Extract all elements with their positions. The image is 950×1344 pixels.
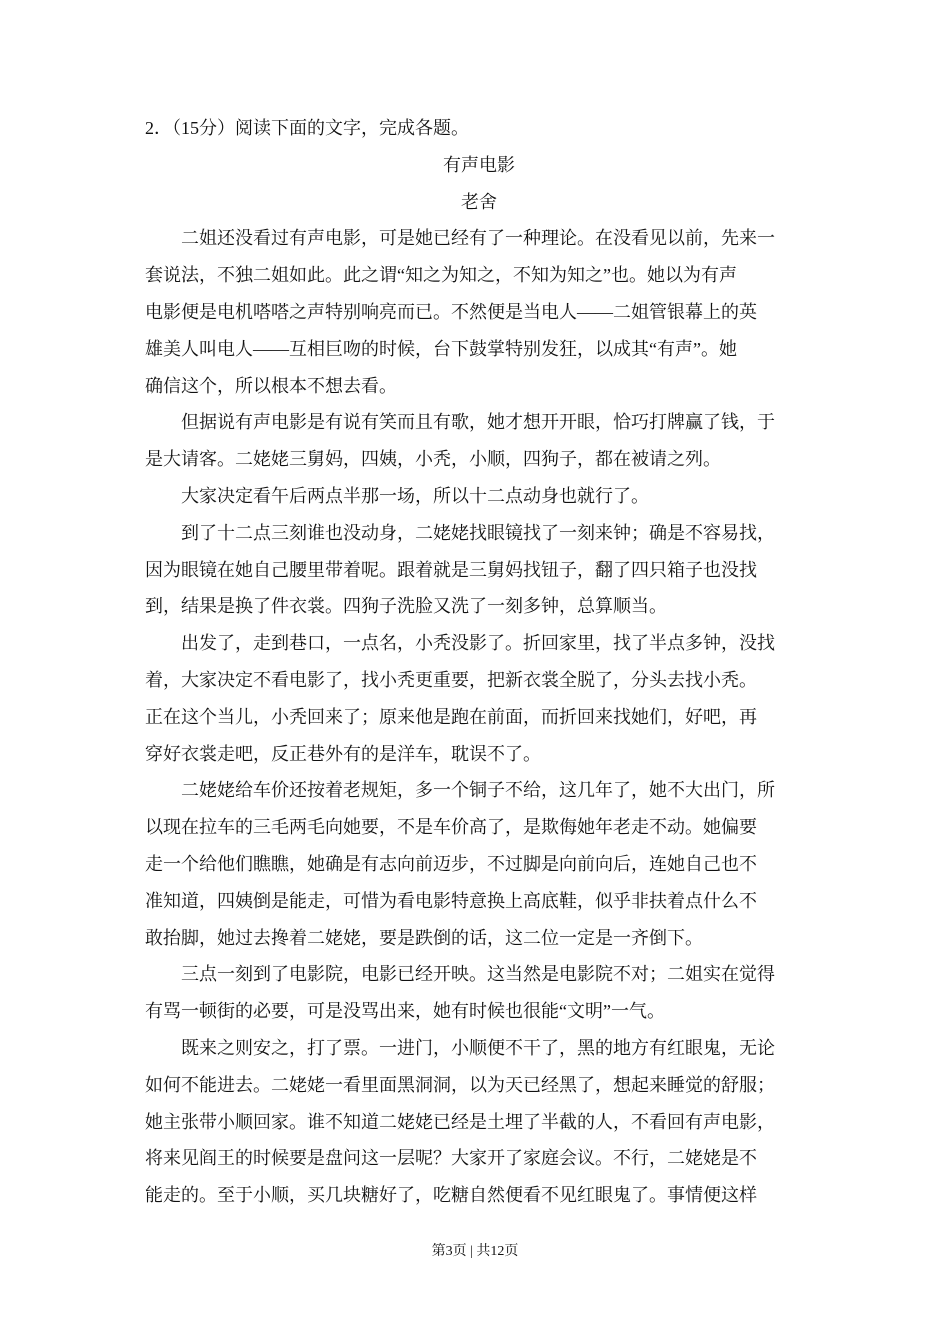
page-footer: 第3页 | 共12页: [431, 1244, 519, 1259]
text-line: 将来见阎王的时候要是盘问这一层呢？大家开了家庭会议。不行，二姥姥是不: [145, 1148, 757, 1169]
article-author: 老舍: [461, 191, 497, 212]
paragraph: [145, 478, 813, 515]
text-line: 能走的。至于小顺，买几块糖好了，吃糖自然便看不见红眼鬼了。事情便这样: [145, 1185, 757, 1206]
text-line: 到了十二点三刻谁也没动身，二姥姥找眼镜找了一刻来钟；确是不容易找，: [181, 522, 775, 543]
text-line: 着，大家决定不看电影了，找小秃更重要，把新衣裳全脱了，分头去找小秃。: [145, 669, 757, 690]
text-line: 如何不能进去。二姥姥一看里面黑洞洞，以为天已经黑了，想起来睡觉的舒服；: [145, 1074, 775, 1095]
text-line: 到，结果是换了件衣裳。四狗子洗脸又洗了一刻多钟，总算顺当。: [145, 596, 667, 617]
paragraph: [145, 1030, 813, 1214]
text-line: 正在这个当儿，小秃回来了；原来他是跑在前面，而折回来找她们，好吧，再: [145, 706, 757, 727]
paragraph: [145, 625, 813, 772]
paragraph: [145, 220, 813, 404]
text-line: 准知道，四姨倒是能走，可惜为看电影特意换上高底鞋，似乎非扶着点什么不: [145, 890, 757, 911]
question-header: 2．（15分）阅读下面的文字，完成各题。: [145, 118, 469, 138]
paragraph: [145, 956, 813, 1030]
article-title: 有声电影: [443, 154, 515, 175]
text-line: 三点一刻到了电影院，电影已经开映。这当然是电影院不对；二姐实在觉得: [181, 964, 775, 985]
article-text: [145, 220, 813, 1214]
text-line: 但据说有声电影是有说有笑而且有歌，她才想开开眼，恰巧打牌赢了钱，于: [181, 412, 775, 433]
text-line: 以现在拉车的三毛两毛向她要，不是车价高了，是欺侮她年老走不动。她偏要: [145, 817, 757, 838]
text-line: 走一个给他们瞧瞧，她确是有志向前迈步，不过脚是向前向后，连她自己也不: [145, 853, 757, 874]
text-line: 她主张带小顺回家。谁不知道二姥姥已经是土埋了半截的人，不看回有声电影，: [145, 1111, 775, 1132]
text-line: 二姐还没看过有声电影，可是她已经有了一种理论。在没看见以前，先来一: [181, 228, 775, 249]
text-line: 出发了，走到巷口，一点名，小秃没影了。折回家里，找了半点多钟，没找: [181, 633, 775, 654]
text-line: 套说法，不独二姐如此。此之谓“知之为知之，不知为知之”也。她以为有声: [145, 265, 737, 286]
text-line: 敢抬脚，她过去搀着二姥姥，要是跌倒的话，这二位一定是一齐倒下。: [145, 927, 703, 948]
document-body: [145, 110, 813, 1214]
paragraph: [145, 515, 813, 625]
text-line: 雄美人叫电人——互相巨吻的时候，台下鼓掌特别发狂，以成其“有声”。她: [145, 338, 737, 359]
text-line: 有骂一顿街的必要，可是没骂出来，她有时候也很能“文明”一气。: [145, 1001, 665, 1022]
text-line: 因为眼镜在她自己腰里带着呢。跟着就是三舅妈找钮子，翻了四只箱子也没找: [145, 559, 757, 580]
text-line: 是大请客。二姥姥三舅妈，四姨，小秃，小顺，四狗子，都在被请之列。: [145, 449, 721, 470]
text-line: 既来之则安之，打了票。一进门，小顺便不干了，黑的地方有红眼鬼，无论: [181, 1037, 775, 1058]
text-line: 二姥姥给车价还按着老规矩，多一个铜子不给，这几年了，她不大出门，所: [181, 780, 775, 801]
text-line: 确信这个，所以根本不想去看。: [145, 375, 397, 396]
text-line: 电影便是电机嗒嗒之声特别响亮而已。不然便是当电人——二姐管银幕上的英: [145, 301, 757, 322]
text-line: 穿好衣裳走吧，反正巷外有的是洋车，耽误不了。: [145, 743, 541, 764]
paragraph: [145, 404, 813, 478]
paragraph: [145, 772, 813, 956]
text-line: 大家决定看午后两点半那一场，所以十二点动身也就行了。: [181, 485, 649, 506]
